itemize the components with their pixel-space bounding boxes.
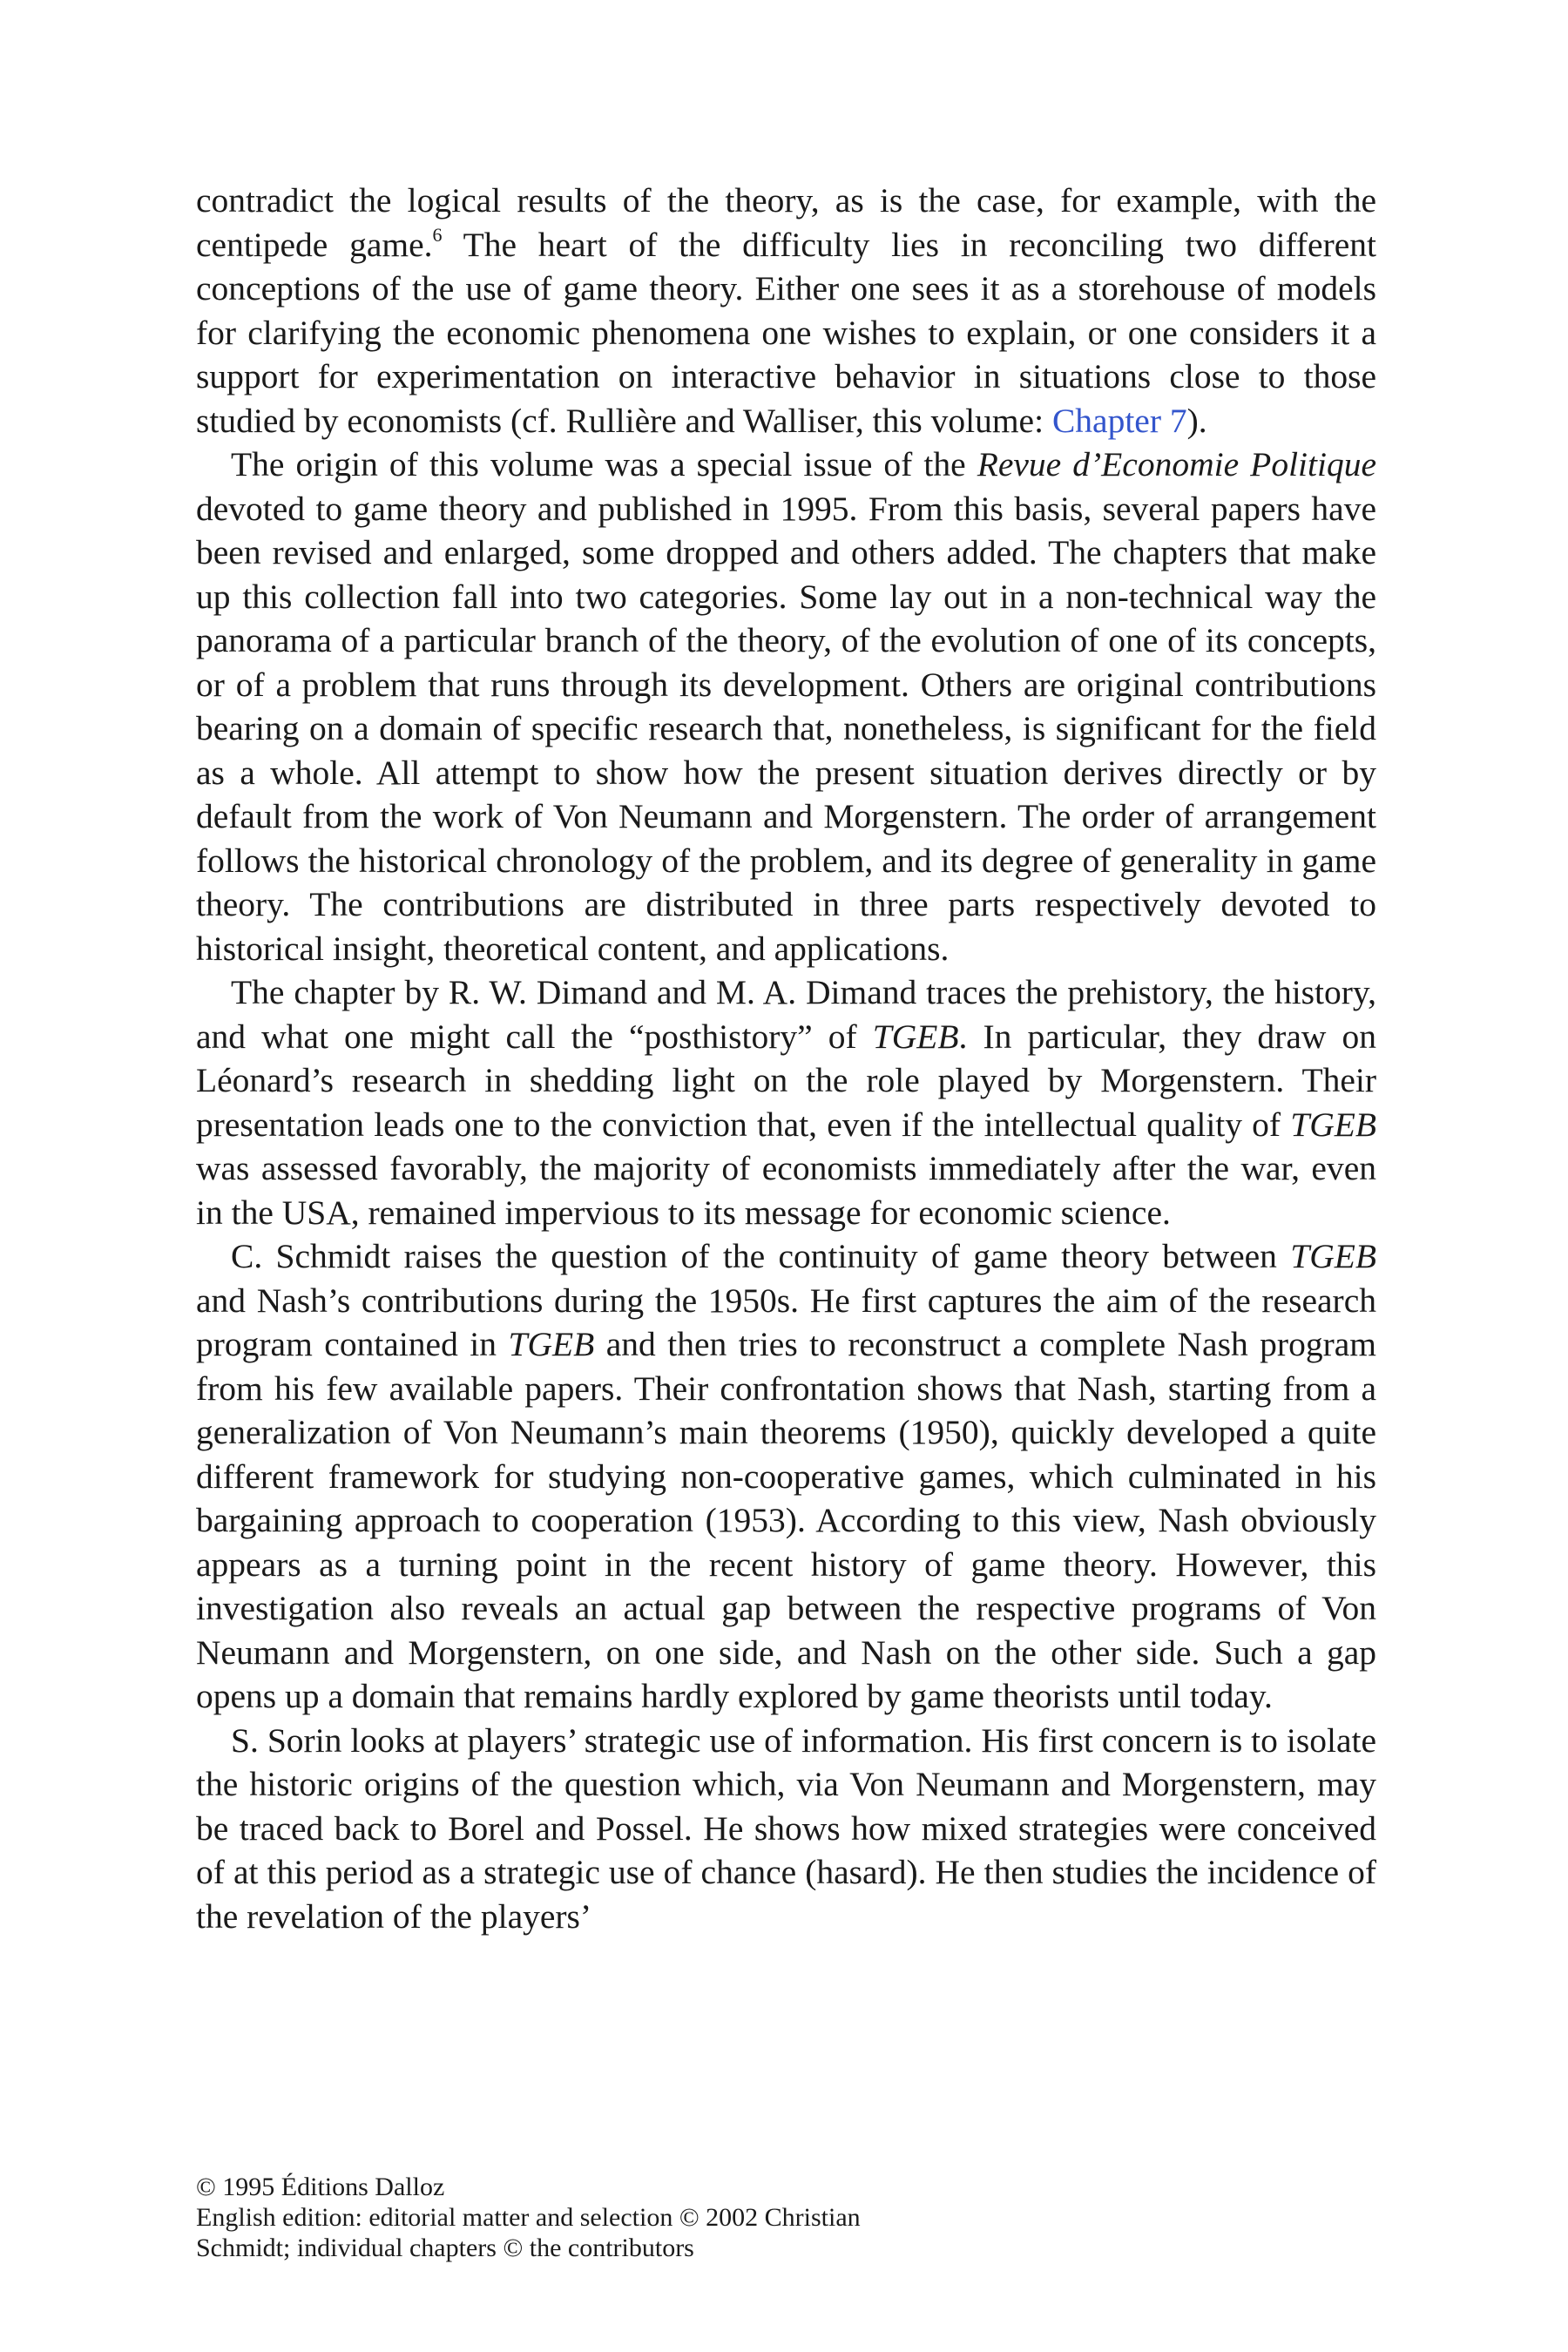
- text-run: and Nash’s contributions during the 1950s. He first captures the aim of the research program contained in: [196, 1281, 1376, 1363]
- paragraph: [196, 1719, 1376, 1939]
- footnote-ref[interactable]: 6: [432, 224, 443, 247]
- text-run: ).: [1186, 401, 1207, 440]
- paragraph: [196, 443, 1376, 970]
- copyright-line-3: Schmidt; individual chapters © the contributors: [196, 2234, 694, 2262]
- text-run: S. Sorin looks at players’ strategic use of information. His first concern is to isolate the historic origins of the question which, via Von Neumann and Morgenstern, may be traced back to Borel and Possel. He shows how mixed strategies were conceived of at this period as a strategic use of chance (hasard). He then studies the incidence of the revelation of the players’: [196, 1720, 1376, 1936]
- text-run: was assessed favorably, the majority of economists immediately after the war, even in the USA, remained impervious to its message for economic science.: [196, 1149, 1376, 1232]
- text-run: devoted to game theory and published in 1995. From this basis, several papers have been revised and enlarged, some dropped and others added. The chapters that make up this collection fall into two categories. Some lay out in a non-technical way the panorama of a particular branch of the theory, of the evolution of one of its concepts, or of a problem that runs through its development. Others are original contributions bearing on a domain of specific research that, nonetheless, is significant for the field as a whole. All attempt to show how the present situation derives directly or by default from the work of Von Neumann and Morgenstern. The order of arrangement follows the historical chronology of the problem, and its degree of generality in game theory. The contributions are distributed in three parts respectively devoted to historical insight, theoretical content, and applications.: [196, 489, 1376, 968]
- chapter-link[interactable]: Chapter 7: [1051, 401, 1187, 440]
- text-run: The chapter by R. W. Dimand and M. A. Dimand traces the prehistory, the history, and what one might call the “posthistory” of: [196, 973, 1376, 1056]
- paragraph: [196, 179, 1376, 443]
- text-run: The heart of the difficulty lies in reconciling two different conceptions of the use of game theory. Either one sees it as a storehouse of models for clarifying the economic phenomena one wishes to explain, or one considers it a support for experimentation on interactive behavior in situations close to those studied by economists (cf. Rullière and Walliser, this volume:: [196, 225, 1376, 440]
- text-run: contradict the logical results of the theory, as is the case, for example, with the centipede game.: [196, 181, 1376, 264]
- italic-title: TGEB: [508, 1325, 595, 1363]
- copyright-line-2: English edition: editorial matter and selection © 2002 Christian: [196, 2203, 861, 2232]
- paragraph: [196, 1234, 1376, 1719]
- body-text: [196, 179, 1376, 1938]
- text-run: The origin of this volume was a special issue of the: [231, 445, 977, 483]
- page-content: [196, 179, 1376, 1938]
- italic-title: TGEB: [1290, 1237, 1376, 1275]
- copyright-line-1: © 1995 Éditions Dalloz: [196, 2173, 445, 2201]
- text-run: C. Schmidt raises the question of the continuity of game theory between: [231, 1237, 1291, 1275]
- italic-title: Revue d’Economie Politique: [977, 445, 1376, 483]
- copyright-footer: [196, 2172, 1067, 2263]
- text-run: and then tries to reconstruct a complete Nash program from his few available papers. Their confrontation shows that Nash, starting from a generalization of Von Neumann’s main theorems (1950), quickly developed a quite different framework for studying non-cooperative games, which culminated in his bargaining approach to cooperation (1953). According to this view, Nash obviously appears as a turning point in the recent history of game theory. However, this investigation also reveals an actual gap between the respective programs of Von Neumann and Morgenstern, on one side, and Nash on the other side. Such a gap opens up a domain that remains hardly explored by game theorists until today.: [196, 1325, 1376, 1715]
- italic-title: TGEB: [872, 1017, 959, 1056]
- paragraph: [196, 970, 1376, 1234]
- text-run: . In particular, they draw on Léonard’s research in shedding light on the role played by Morgenstern. Their presentation leads one to the conviction that, even if the intellectual quality of: [196, 1017, 1376, 1144]
- italic-title: TGEB: [1290, 1105, 1376, 1144]
